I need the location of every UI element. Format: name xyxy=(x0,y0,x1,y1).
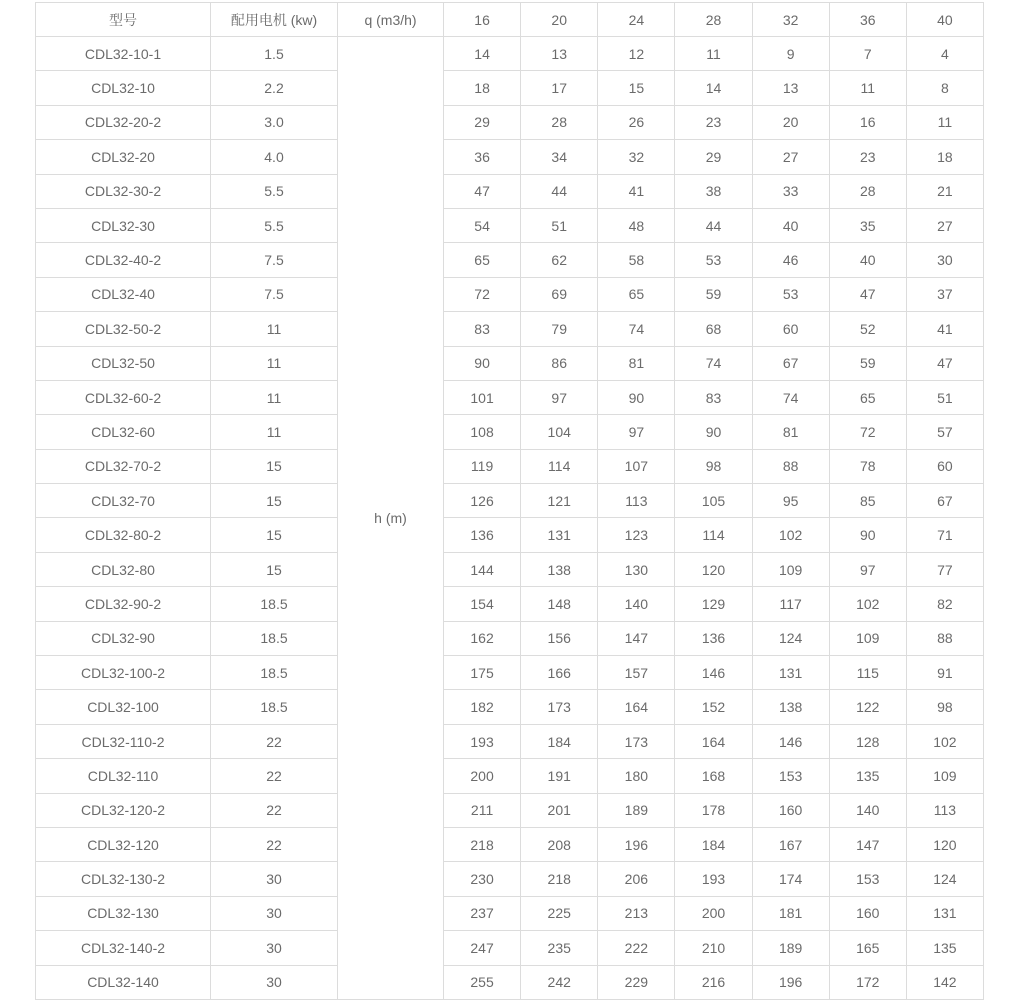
header-motor: 配用电机 (kw) xyxy=(211,3,338,37)
head-value-cell: 62 xyxy=(521,243,598,277)
model-cell: CDL32-130-2 xyxy=(36,862,211,896)
head-value-cell: 88 xyxy=(906,621,983,655)
head-value-cell: 230 xyxy=(444,862,521,896)
table-row xyxy=(36,140,984,174)
model-cell: CDL32-120 xyxy=(36,827,211,861)
head-value-cell: 193 xyxy=(444,724,521,758)
head-value-cell: 146 xyxy=(752,724,829,758)
head-value-cell: 120 xyxy=(906,827,983,861)
model-cell: CDL32-50-2 xyxy=(36,312,211,346)
head-value-cell: 33 xyxy=(752,174,829,208)
table-row xyxy=(36,931,984,965)
head-value-cell: 113 xyxy=(598,484,675,518)
head-value-cell: 123 xyxy=(598,518,675,552)
model-cell: CDL32-80-2 xyxy=(36,518,211,552)
head-value-cell: 34 xyxy=(521,140,598,174)
model-cell: CDL32-140 xyxy=(36,965,211,999)
motor-cell: 18.5 xyxy=(211,621,338,655)
motor-cell: 22 xyxy=(211,724,338,758)
head-value-cell: 14 xyxy=(675,71,752,105)
head-value-cell: 27 xyxy=(906,208,983,242)
table-row xyxy=(36,587,984,621)
head-value-cell: 113 xyxy=(906,793,983,827)
head-value-cell: 178 xyxy=(675,793,752,827)
head-value-cell: 131 xyxy=(906,896,983,930)
head-value-cell: 58 xyxy=(598,243,675,277)
head-value-cell: 26 xyxy=(598,105,675,139)
head-value-cell: 18 xyxy=(444,71,521,105)
head-value-cell: 65 xyxy=(598,277,675,311)
model-cell: CDL32-10-1 xyxy=(36,37,211,71)
head-value-cell: 29 xyxy=(675,140,752,174)
head-value-cell: 160 xyxy=(752,793,829,827)
head-value-cell: 162 xyxy=(444,621,521,655)
head-value-cell: 153 xyxy=(752,759,829,793)
head-value-cell: 122 xyxy=(829,690,906,724)
head-value-cell: 184 xyxy=(675,827,752,861)
header-flow-value: 32 xyxy=(752,3,829,37)
head-value-cell: 83 xyxy=(444,312,521,346)
head-value-cell: 72 xyxy=(444,277,521,311)
head-value-cell: 138 xyxy=(521,552,598,586)
head-value-cell: 69 xyxy=(521,277,598,311)
header-flow-value: 36 xyxy=(829,3,906,37)
head-value-cell: 54 xyxy=(444,208,521,242)
table-row xyxy=(36,793,984,827)
model-cell: CDL32-60 xyxy=(36,415,211,449)
head-value-cell: 20 xyxy=(752,105,829,139)
head-value-cell: 142 xyxy=(906,965,983,999)
head-value-cell: 13 xyxy=(521,37,598,71)
head-value-cell: 91 xyxy=(906,656,983,690)
motor-cell: 11 xyxy=(211,415,338,449)
motor-cell: 2.2 xyxy=(211,71,338,105)
head-value-cell: 90 xyxy=(444,346,521,380)
motor-cell: 18.5 xyxy=(211,690,338,724)
head-value-cell: 16 xyxy=(829,105,906,139)
head-value-cell: 208 xyxy=(521,827,598,861)
head-value-cell: 71 xyxy=(906,518,983,552)
head-value-cell: 60 xyxy=(906,449,983,483)
head-value-cell: 35 xyxy=(829,208,906,242)
header-flow-value: 40 xyxy=(906,3,983,37)
model-cell: CDL32-110 xyxy=(36,759,211,793)
head-value-cell: 67 xyxy=(752,346,829,380)
head-value-cell: 101 xyxy=(444,380,521,414)
head-value-cell: 51 xyxy=(521,208,598,242)
head-value-cell: 86 xyxy=(521,346,598,380)
model-cell: CDL32-70-2 xyxy=(36,449,211,483)
model-cell: CDL32-140-2 xyxy=(36,931,211,965)
head-unit-cell: h (m) xyxy=(338,37,444,1000)
head-value-cell: 175 xyxy=(444,656,521,690)
table-row xyxy=(36,346,984,380)
head-value-cell: 172 xyxy=(829,965,906,999)
head-value-cell: 28 xyxy=(521,105,598,139)
model-cell: CDL32-20-2 xyxy=(36,105,211,139)
head-value-cell: 47 xyxy=(444,174,521,208)
head-value-cell: 102 xyxy=(752,518,829,552)
head-value-cell: 90 xyxy=(829,518,906,552)
head-value-cell: 37 xyxy=(906,277,983,311)
model-cell: CDL32-100 xyxy=(36,690,211,724)
head-value-cell: 128 xyxy=(829,724,906,758)
table-row xyxy=(36,380,984,414)
head-value-cell: 196 xyxy=(598,827,675,861)
model-cell: CDL32-50 xyxy=(36,346,211,380)
head-value-cell: 59 xyxy=(829,346,906,380)
table-row xyxy=(36,174,984,208)
head-value-cell: 218 xyxy=(444,827,521,861)
head-value-cell: 138 xyxy=(752,690,829,724)
head-value-cell: 11 xyxy=(906,105,983,139)
head-value-cell: 79 xyxy=(521,312,598,346)
head-value-cell: 148 xyxy=(521,587,598,621)
head-value-cell: 59 xyxy=(675,277,752,311)
head-value-cell: 47 xyxy=(906,346,983,380)
head-value-cell: 74 xyxy=(752,380,829,414)
model-cell: CDL32-60-2 xyxy=(36,380,211,414)
head-value-cell: 144 xyxy=(444,552,521,586)
header-flow-value: 28 xyxy=(675,3,752,37)
head-value-cell: 46 xyxy=(752,243,829,277)
head-value-cell: 114 xyxy=(675,518,752,552)
head-value-cell: 109 xyxy=(829,621,906,655)
motor-cell: 15 xyxy=(211,552,338,586)
head-value-cell: 107 xyxy=(598,449,675,483)
head-value-cell: 53 xyxy=(752,277,829,311)
motor-cell: 7.5 xyxy=(211,277,338,311)
head-value-cell: 229 xyxy=(598,965,675,999)
table-row xyxy=(36,415,984,449)
motor-cell: 30 xyxy=(211,862,338,896)
head-value-cell: 200 xyxy=(444,759,521,793)
header-flow-value: 20 xyxy=(521,3,598,37)
head-value-cell: 9 xyxy=(752,37,829,71)
head-value-cell: 12 xyxy=(598,37,675,71)
model-cell: CDL32-70 xyxy=(36,484,211,518)
motor-cell: 15 xyxy=(211,518,338,552)
table-row xyxy=(36,690,984,724)
head-value-cell: 164 xyxy=(675,724,752,758)
model-cell: CDL32-110-2 xyxy=(36,724,211,758)
motor-cell: 1.5 xyxy=(211,37,338,71)
table-row xyxy=(36,656,984,690)
model-cell: CDL32-40 xyxy=(36,277,211,311)
head-value-cell: 126 xyxy=(444,484,521,518)
head-value-cell: 51 xyxy=(906,380,983,414)
head-value-cell: 146 xyxy=(675,656,752,690)
head-value-cell: 21 xyxy=(906,174,983,208)
head-value-cell: 40 xyxy=(829,243,906,277)
header-flow-value: 16 xyxy=(444,3,521,37)
motor-cell: 5.5 xyxy=(211,174,338,208)
head-value-cell: 201 xyxy=(521,793,598,827)
table-row xyxy=(36,243,984,277)
head-value-cell: 114 xyxy=(521,449,598,483)
head-value-cell: 98 xyxy=(906,690,983,724)
head-value-cell: 225 xyxy=(521,896,598,930)
head-value-cell: 255 xyxy=(444,965,521,999)
head-value-cell: 57 xyxy=(906,415,983,449)
head-value-cell: 191 xyxy=(521,759,598,793)
head-value-cell: 237 xyxy=(444,896,521,930)
table-row xyxy=(36,37,984,71)
head-value-cell: 102 xyxy=(906,724,983,758)
head-value-cell: 11 xyxy=(829,71,906,105)
head-value-cell: 135 xyxy=(829,759,906,793)
head-value-cell: 147 xyxy=(598,621,675,655)
head-value-cell: 108 xyxy=(444,415,521,449)
head-value-cell: 174 xyxy=(752,862,829,896)
head-value-cell: 41 xyxy=(598,174,675,208)
head-value-cell: 124 xyxy=(752,621,829,655)
motor-cell: 11 xyxy=(211,380,338,414)
head-value-cell: 136 xyxy=(444,518,521,552)
head-value-cell: 81 xyxy=(752,415,829,449)
head-value-cell: 83 xyxy=(675,380,752,414)
head-value-cell: 235 xyxy=(521,931,598,965)
model-cell: CDL32-130 xyxy=(36,896,211,930)
motor-cell: 30 xyxy=(211,931,338,965)
head-value-cell: 38 xyxy=(675,174,752,208)
head-value-cell: 23 xyxy=(675,105,752,139)
head-value-cell: 131 xyxy=(521,518,598,552)
table-row xyxy=(36,896,984,930)
head-value-cell: 74 xyxy=(675,346,752,380)
model-cell: CDL32-20 xyxy=(36,140,211,174)
model-cell: CDL32-10 xyxy=(36,71,211,105)
head-value-cell: 200 xyxy=(675,896,752,930)
table-row xyxy=(36,759,984,793)
motor-cell: 30 xyxy=(211,896,338,930)
head-value-cell: 131 xyxy=(752,656,829,690)
motor-cell: 11 xyxy=(211,312,338,346)
head-value-cell: 27 xyxy=(752,140,829,174)
head-value-cell: 30 xyxy=(906,243,983,277)
model-cell: CDL32-30 xyxy=(36,208,211,242)
head-value-cell: 8 xyxy=(906,71,983,105)
head-value-cell: 121 xyxy=(521,484,598,518)
pump-performance-table xyxy=(35,2,984,1000)
head-value-cell: 115 xyxy=(829,656,906,690)
table-row xyxy=(36,71,984,105)
head-value-cell: 40 xyxy=(752,208,829,242)
table-row xyxy=(36,965,984,999)
head-value-cell: 184 xyxy=(521,724,598,758)
head-value-cell: 164 xyxy=(598,690,675,724)
model-cell: CDL32-90-2 xyxy=(36,587,211,621)
head-value-cell: 160 xyxy=(829,896,906,930)
table-body xyxy=(36,37,984,1000)
head-value-cell: 52 xyxy=(829,312,906,346)
head-value-cell: 97 xyxy=(521,380,598,414)
table-row xyxy=(36,208,984,242)
head-value-cell: 14 xyxy=(444,37,521,71)
head-value-cell: 44 xyxy=(521,174,598,208)
head-value-cell: 78 xyxy=(829,449,906,483)
head-value-cell: 216 xyxy=(675,965,752,999)
header-flow: q (m3/h) xyxy=(338,3,444,37)
head-value-cell: 90 xyxy=(675,415,752,449)
motor-cell: 15 xyxy=(211,484,338,518)
motor-cell: 22 xyxy=(211,827,338,861)
head-value-cell: 182 xyxy=(444,690,521,724)
head-value-cell: 135 xyxy=(906,931,983,965)
head-value-cell: 211 xyxy=(444,793,521,827)
motor-cell: 30 xyxy=(211,965,338,999)
head-value-cell: 65 xyxy=(444,243,521,277)
head-value-cell: 196 xyxy=(752,965,829,999)
head-value-cell: 189 xyxy=(598,793,675,827)
head-value-cell: 206 xyxy=(598,862,675,896)
head-value-cell: 102 xyxy=(829,587,906,621)
head-value-cell: 156 xyxy=(521,621,598,655)
table-row xyxy=(36,105,984,139)
table-row xyxy=(36,277,984,311)
head-value-cell: 98 xyxy=(675,449,752,483)
motor-cell: 7.5 xyxy=(211,243,338,277)
head-value-cell: 72 xyxy=(829,415,906,449)
head-value-cell: 82 xyxy=(906,587,983,621)
head-value-cell: 168 xyxy=(675,759,752,793)
head-value-cell: 36 xyxy=(444,140,521,174)
head-value-cell: 193 xyxy=(675,862,752,896)
head-value-cell: 18 xyxy=(906,140,983,174)
head-value-cell: 167 xyxy=(752,827,829,861)
head-value-cell: 120 xyxy=(675,552,752,586)
head-value-cell: 157 xyxy=(598,656,675,690)
motor-cell: 11 xyxy=(211,346,338,380)
head-value-cell: 129 xyxy=(675,587,752,621)
model-cell: CDL32-30-2 xyxy=(36,174,211,208)
head-value-cell: 81 xyxy=(598,346,675,380)
model-cell: CDL32-80 xyxy=(36,552,211,586)
head-value-cell: 28 xyxy=(829,174,906,208)
motor-cell: 15 xyxy=(211,449,338,483)
motor-cell: 22 xyxy=(211,793,338,827)
model-cell: CDL32-90 xyxy=(36,621,211,655)
head-value-cell: 77 xyxy=(906,552,983,586)
model-cell: CDL32-120-2 xyxy=(36,793,211,827)
head-value-cell: 218 xyxy=(521,862,598,896)
motor-cell: 18.5 xyxy=(211,587,338,621)
head-value-cell: 109 xyxy=(752,552,829,586)
head-value-cell: 105 xyxy=(675,484,752,518)
table-row xyxy=(36,621,984,655)
head-value-cell: 213 xyxy=(598,896,675,930)
head-value-cell: 65 xyxy=(829,380,906,414)
header-model: 型号 xyxy=(36,3,211,37)
head-value-cell: 140 xyxy=(598,587,675,621)
head-value-cell: 124 xyxy=(906,862,983,896)
table-row xyxy=(36,312,984,346)
head-value-cell: 29 xyxy=(444,105,521,139)
motor-cell: 22 xyxy=(211,759,338,793)
head-value-cell: 181 xyxy=(752,896,829,930)
model-cell: CDL32-100-2 xyxy=(36,656,211,690)
head-value-cell: 173 xyxy=(598,724,675,758)
head-value-cell: 104 xyxy=(521,415,598,449)
head-value-cell: 67 xyxy=(906,484,983,518)
head-value-cell: 68 xyxy=(675,312,752,346)
head-value-cell: 247 xyxy=(444,931,521,965)
head-value-cell: 222 xyxy=(598,931,675,965)
head-value-cell: 41 xyxy=(906,312,983,346)
head-value-cell: 32 xyxy=(598,140,675,174)
head-value-cell: 44 xyxy=(675,208,752,242)
head-value-cell: 210 xyxy=(675,931,752,965)
motor-cell: 3.0 xyxy=(211,105,338,139)
head-value-cell: 17 xyxy=(521,71,598,105)
head-value-cell: 130 xyxy=(598,552,675,586)
head-value-cell: 109 xyxy=(906,759,983,793)
head-value-cell: 88 xyxy=(752,449,829,483)
head-value-cell: 15 xyxy=(598,71,675,105)
motor-cell: 4.0 xyxy=(211,140,338,174)
head-value-cell: 95 xyxy=(752,484,829,518)
head-value-cell: 173 xyxy=(521,690,598,724)
head-value-cell: 47 xyxy=(829,277,906,311)
table-row xyxy=(36,827,984,861)
head-value-cell: 189 xyxy=(752,931,829,965)
head-value-cell: 97 xyxy=(829,552,906,586)
head-value-cell: 13 xyxy=(752,71,829,105)
header-row xyxy=(36,3,984,37)
motor-cell: 5.5 xyxy=(211,208,338,242)
head-value-cell: 152 xyxy=(675,690,752,724)
head-value-cell: 119 xyxy=(444,449,521,483)
table-row xyxy=(36,862,984,896)
model-cell: CDL32-40-2 xyxy=(36,243,211,277)
header-flow-value: 24 xyxy=(598,3,675,37)
table-header xyxy=(36,3,984,37)
head-value-cell: 11 xyxy=(675,37,752,71)
head-value-cell: 90 xyxy=(598,380,675,414)
head-value-cell: 180 xyxy=(598,759,675,793)
head-value-cell: 60 xyxy=(752,312,829,346)
motor-cell: 18.5 xyxy=(211,656,338,690)
head-value-cell: 242 xyxy=(521,965,598,999)
table-row xyxy=(36,484,984,518)
table-row xyxy=(36,724,984,758)
head-value-cell: 4 xyxy=(906,37,983,71)
head-value-cell: 153 xyxy=(829,862,906,896)
head-value-cell: 136 xyxy=(675,621,752,655)
head-value-cell: 154 xyxy=(444,587,521,621)
head-value-cell: 140 xyxy=(829,793,906,827)
table-row xyxy=(36,518,984,552)
head-value-cell: 53 xyxy=(675,243,752,277)
head-value-cell: 85 xyxy=(829,484,906,518)
head-value-cell: 165 xyxy=(829,931,906,965)
head-value-cell: 74 xyxy=(598,312,675,346)
head-value-cell: 48 xyxy=(598,208,675,242)
head-value-cell: 7 xyxy=(829,37,906,71)
head-value-cell: 147 xyxy=(829,827,906,861)
head-value-cell: 97 xyxy=(598,415,675,449)
head-value-cell: 23 xyxy=(829,140,906,174)
table-row xyxy=(36,449,984,483)
table-row xyxy=(36,552,984,586)
head-value-cell: 117 xyxy=(752,587,829,621)
head-value-cell: 166 xyxy=(521,656,598,690)
